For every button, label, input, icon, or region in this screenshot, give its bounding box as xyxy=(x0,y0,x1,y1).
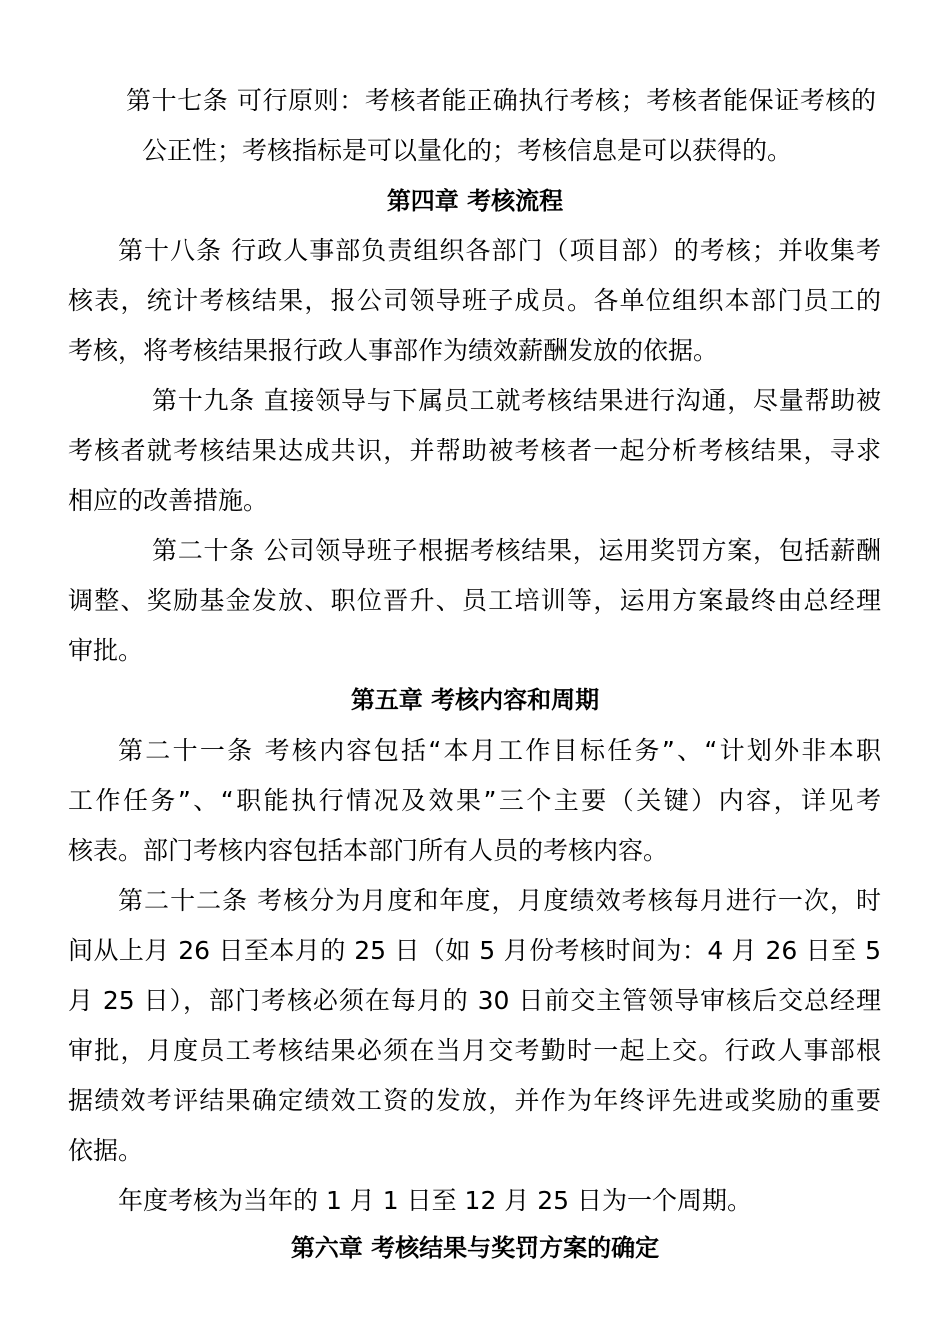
article-21-line-2: 工作任务”、“职能执行情况及效果”三个主要（关键）内容，详见考 xyxy=(68,786,881,815)
article-20-line-2: 调整、奖励基金发放、职位晋升、员工培训等，运用方案最终由总经理 xyxy=(68,586,881,615)
article-18-line-3: 考核，将考核结果报行政人事部作为绩效薪酬发放的依据。 xyxy=(68,336,719,365)
article-17-line-1: 第十七条 可行原则：考核者能正确执行考核；考核者能保证考核的 xyxy=(126,86,876,115)
article-18-line-2: 核表，统计考核结果，报公司领导班子成员。各单位组织本部门员工的 xyxy=(68,286,881,315)
chapter-5-heading: 第五章 考核内容和周期 xyxy=(350,686,600,714)
article-22-line-5: 据绩效考评结果确定绩效工资的发放，并作为年终评先进或奖励的重要 xyxy=(68,1086,881,1115)
article-19-line-3: 相应的改善措施。 xyxy=(68,486,269,515)
article-18-line-1: 第十八条 行政人事部负责组织各部门（项目部）的考核；并收集考 xyxy=(118,236,881,265)
article-22-line-3: 月 25 日），部门考核必须在每月的 30 日前交主管领导审核后交总经理 xyxy=(68,986,881,1015)
article-22-line-2: 间从上月 26 日至本月的 25 日（如 5 月份考核时间为：4 月 26 日至 5 xyxy=(68,936,881,965)
article-17-line-2: 公正性；考核指标是可以量化的；考核信息是可以获得的。 xyxy=(142,136,793,165)
article-22-line-6: 依据。 xyxy=(68,1136,144,1165)
article-20-line-1: 第二十条 公司领导班子根据考核结果，运用奖罚方案，包括薪酬 xyxy=(152,536,881,565)
article-20-line-3: 审批。 xyxy=(68,636,144,665)
article-19-line-1: 第十九条 直接领导与下属员工就考核结果进行沟通，尽量帮助被 xyxy=(152,386,881,415)
article-22-line-4: 审批，月度员工考核结果必须在当月交考勤时一起上交。行政人事部根 xyxy=(68,1036,881,1065)
article-21-line-1: 第二十一条 考核内容包括“本月工作目标任务”、“计划外非本职 xyxy=(118,736,881,765)
article-22-line-1: 第二十二条 考核分为月度和年度，月度绩效考核每月进行一次，时 xyxy=(118,886,881,915)
chapter-4-heading: 第四章 考核流程 xyxy=(386,187,564,215)
annual-review-line: 年度考核为当年的 1 月 1 日至 12 月 25 日为一个周期。 xyxy=(118,1186,753,1215)
chapter-6-heading: 第六章 考核结果与奖罚方案的确定 xyxy=(290,1234,660,1262)
article-19-line-2: 考核者就考核结果达成共识，并帮助被考核者一起分析考核结果，寻求 xyxy=(68,436,881,465)
article-21-line-3: 核表。部门考核内容包括本部门所有人员的考核内容。 xyxy=(68,836,669,865)
